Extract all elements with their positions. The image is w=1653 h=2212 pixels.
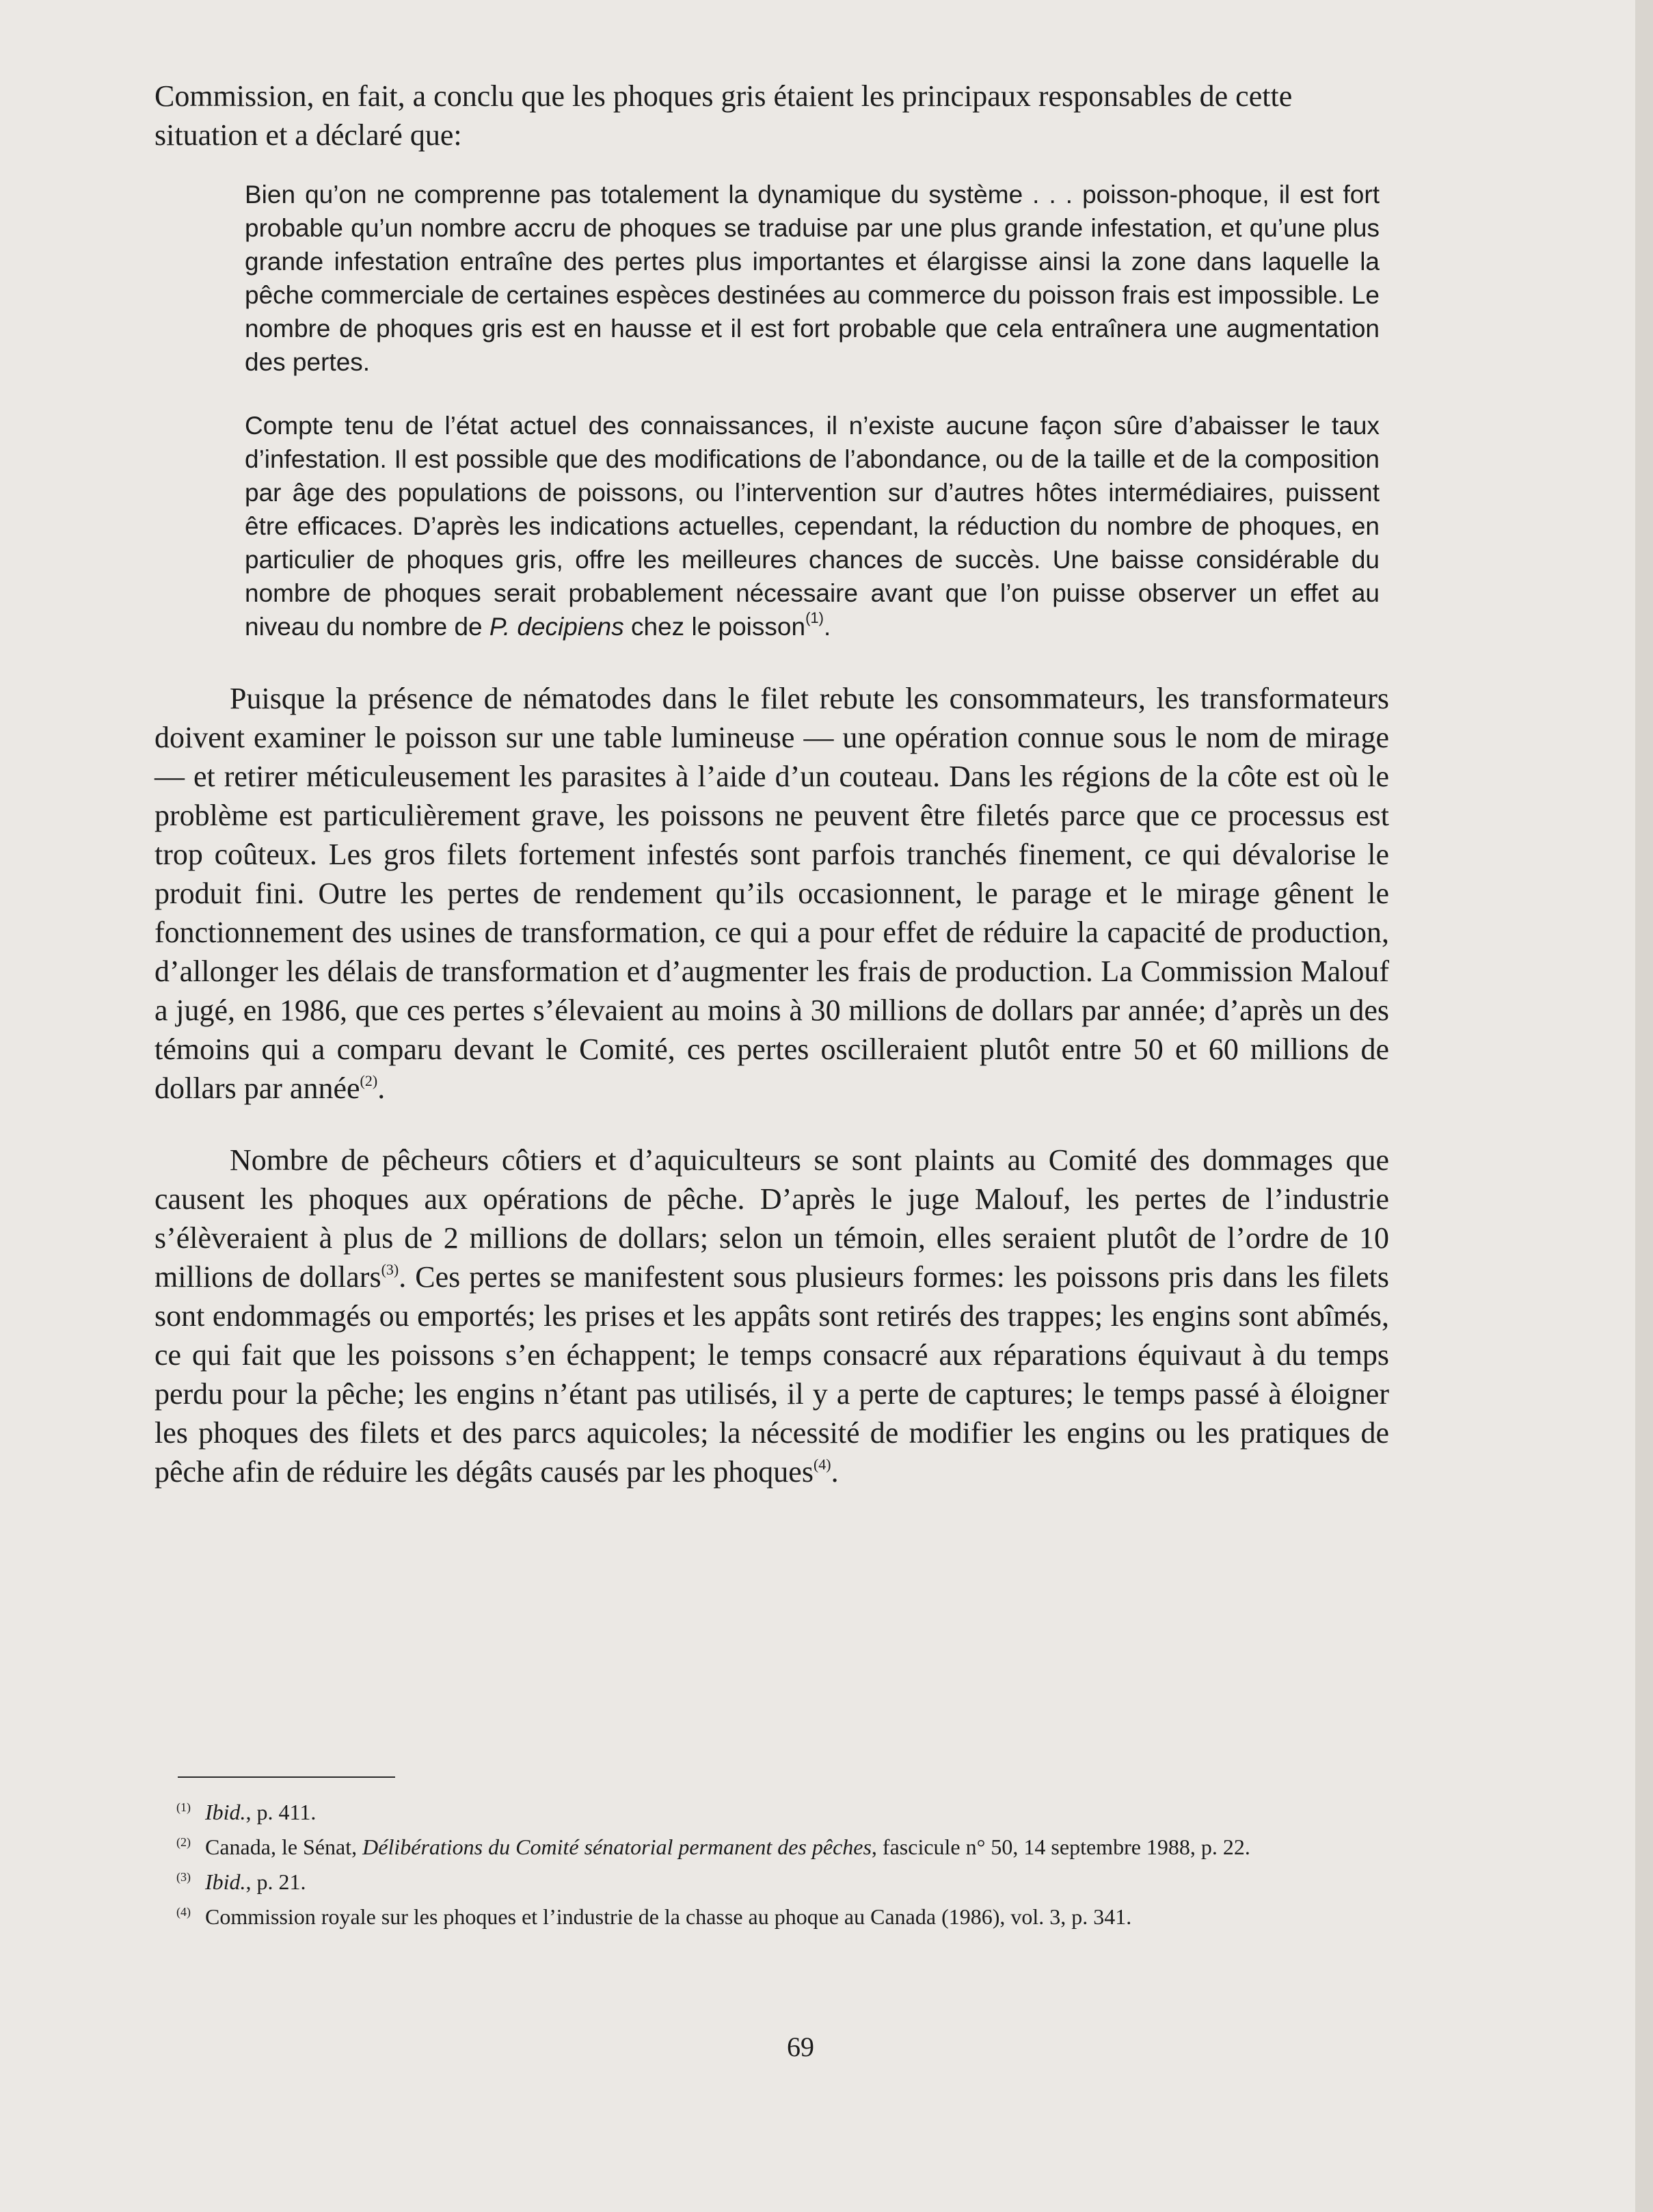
footnote-4-marker: (4) [176,1905,191,1919]
footnote-ref-4: (4) [813,1456,831,1473]
footnote-2 [176,1828,1411,1861]
paragraph-fishing-damage-text-b: . Ces pertes se manifestent sous plusieurs formes: les poissons pris dans les filets sont endommagés ou emportés; les prises et les appâts sont retirés des trappes; les engins sont abîmés, ce qui fait que les poissons s’en échappent; le temps consacré aux réparations équivaut à du temps perdu pour la pêche; les engins n’étant pas utilisés, il y a perte de captures; le temps passé à éloigner les phoques des filets et des parcs aquicoles; la nécessité de modifier les engins ou les pratiques de pêche afin de réduire les dégâts causés par les phoques [154,1260,1389,1489]
footnote-3-text: , p. 21. [245,1869,306,1894]
footnote-4-text: Commission royale sur les phoques et l’industrie de la chasse au phoque au Canada (1986), vol. 3, p. 341. [205,1904,1132,1929]
footnote-1-text: , p. 411. [245,1800,317,1824]
footnote-4 [176,1897,1411,1931]
intro-paragraph: Commission, en fait, a conclu que les phoques gris étaient les principaux responsables de cette situation et a déclaré que: [154,79,1293,152]
quote-paragraph-2 [245,409,1380,643]
footnote-2-italic: Délibérations du Comité sénatorial permanent des pêches [362,1835,872,1859]
footnote-2-marker: (2) [176,1835,191,1849]
block-quotation [245,178,1380,643]
footnote-2-pre: Canada, le Sénat, [205,1835,363,1859]
paragraph-nematodes-text: Puisque la présence de nématodes dans le filet rebute les consommateurs, les transformateurs doivent examiner le poisson sur une table lumineuse — une opération connue sous le nom de mirage — et retirer méticuleusement les parasites à l’aide d’un couteau. Dans les régions de la côte est où le problème est particulièrement grave, les poissons ne peuvent être filetés parce que ce processus est trop coûteux. Les gros filets fortement infestés sont parfois tranchés finement, ce qui dévalorise le produit fini. Outre les pertes de rendement qu’ils occasionnent, le parage et le mirage gênent le fonctionnement des usines de transformation, ce qui a pour effet de réduire la capacité de production, d’allonger les délais de transformation et d’augmenter les frais de production. La Commission Malouf a jugé, en 1986, que ces pertes s’élevaient au moins à 30 millions de dollars par année; d’après un des témoins qui a comparu devant le Comité, ces pertes oscilleraient plutôt entre 50 et 60 millions de dollars par année [154,682,1389,1105]
species-name: P. decipiens [489,613,624,641]
footnotes-section [176,1776,1411,1932]
page-number: 69 [787,2031,814,2062]
paragraph-fishing-damage [154,1141,1389,1491]
footnote-3-italic: Ibid. [205,1869,246,1894]
footnote-2-text: , fascicule n° 50, 14 septembre 1988, p. 22. [871,1835,1250,1859]
footnote-ref-1: (1) [805,609,824,626]
paragraph-fishing-damage-end: . [831,1455,839,1489]
footnote-3-marker: (3) [176,1870,191,1884]
footnote-1 [176,1793,1411,1826]
footnote-ref-3: (3) [381,1261,399,1278]
footnote-ref-2: (2) [360,1072,378,1089]
page-body [154,77,1389,1491]
quote-paragraph-2-text: Compte tenu de l’état actuel des connaissances, il n’existe aucune façon sûre d’abaisser le taux d’infestation. Il est possible que des modifications de l’abondance, ou de la taille et de la composition par âge des populations de poissons, ou l’intervention sur d’autres hôtes intermédiaires, puissent être efficaces. D’après les indications actuelles, cependant, la réduction du nombre de phoques, en particulier de phoques gris, offre les meilleures chances de succès. Une baisse considérable du nombre de phoques serait probablement nécessaire avant que l’on puisse observer un effet au niveau du nombre de [245,412,1380,641]
footnote-1-marker: (1) [176,1800,191,1814]
paragraph-nematodes [154,679,1389,1108]
quote-paragraph-2-tail: chez le poisson [623,613,806,641]
paragraph-nematodes-end: . [377,1071,386,1105]
footnote-1-italic: Ibid. [205,1800,246,1824]
footnote-3 [176,1863,1411,1896]
quote-paragraph-1: Bien qu’on ne comprenne pas totalement la dynamique du système . . . poisson-phoque, il est fort probable qu’un nombre accru de phoques se traduise par une plus grande infestation, et qu’une plus grande infestation entraîne des pertes plus importantes et élargisse ainsi la zone dans laquelle la pêche commerciale de certaines espèces destinées au commerce du poisson frais est impossible. Le nombre de phoques gris est en hausse et il est fort probable que cela entraînera une augmentation des pertes. [245,181,1380,376]
page-edge-shadow [1635,0,1653,2212]
paragraph-fishing-damage-text-a: Nombre de pêcheurs côtiers et d’aquiculteurs se sont plaints au Comité des dommages que causent les phoques aux opérations de pêche. D’après le juge Malouf, les pertes de l’industrie s’élèveraient à plus de 2 millions de dollars; selon un témoin, elles seraient plutôt de l’ordre de 10 millions de dollars [154,1143,1389,1294]
footnote-separator [178,1776,395,1778]
quote-paragraph-2-end: . [823,613,831,641]
